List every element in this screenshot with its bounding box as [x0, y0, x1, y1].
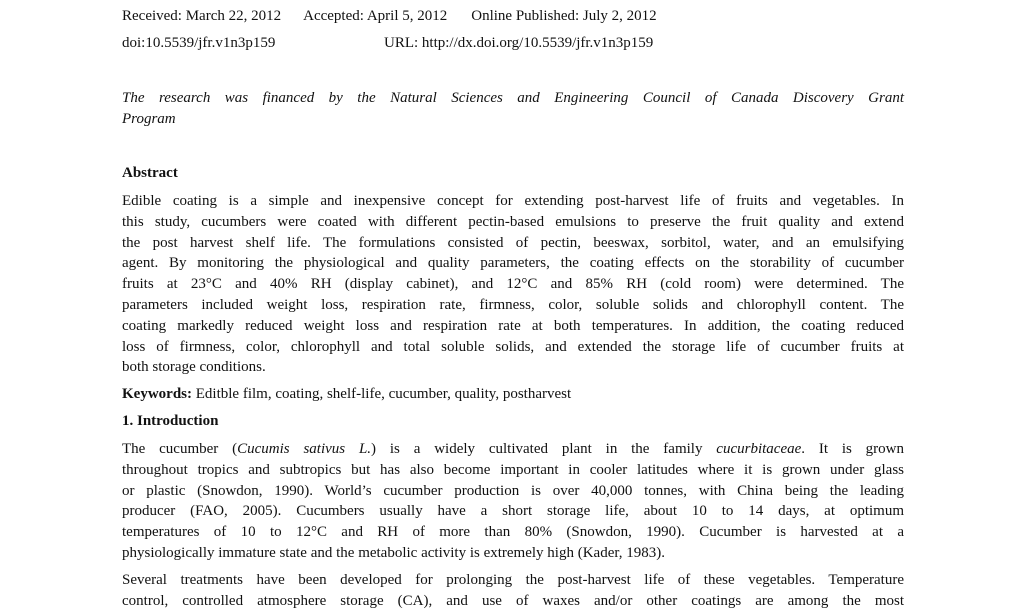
publication-dates	[122, 6, 657, 26]
abstract-line: agent. By monitoring the physiological and quality parameters, the coating effects on the storability of cucumber	[122, 255, 904, 272]
abstract-line: this study, cucumbers were coated with different pectin-based emulsions to preserve the fruit quality and extend	[122, 213, 904, 230]
doi-line	[122, 33, 653, 53]
family-name: cucurbitaceae	[716, 441, 802, 457]
introduction-heading: 1. Introduction	[122, 413, 219, 429]
introduction-line: or plastic (Snowdon, 1990). World’s cucumber production is over 40,000 tonnes, with China being the leading	[122, 482, 904, 499]
introduction-line	[122, 439, 904, 460]
text-run: The cucumber (	[122, 441, 238, 457]
text-run: . It is grown	[801, 441, 905, 457]
funding-note	[122, 88, 904, 130]
keywords-text: Editble film, coating, shelf-life, cucumber, quality, postharvest	[192, 386, 572, 402]
introduction-line: throughout tropics and subtropics but has also become important in cooler latitudes where it is grown under glass	[122, 461, 904, 478]
species-name: Cucumis sativus L.	[237, 441, 372, 457]
published-date: Online Published: July 2, 2012	[471, 8, 657, 24]
abstract-line: both storage conditions.	[122, 359, 266, 376]
introduction-line: Several treatments have been developed for prolonging the post-harvest life of these vegetables. Temperature	[122, 572, 904, 588]
funding-line: Program	[122, 110, 176, 127]
abstract-text	[122, 191, 904, 378]
accepted-date: Accepted: April 5, 2012	[303, 8, 448, 24]
abstract-line: parameters included weight loss, respiration rate, firmness, color, soluble solids and chlorophyll content. The	[122, 296, 904, 313]
abstract-line: loss of firmness, color, chlorophyll and total soluble solids, and extended the storage life of cucumber fruits at	[122, 338, 904, 355]
introduction-line: physiologically immature state and the metabolic activity is extremely high (Kader, 1983).	[122, 544, 665, 561]
abstract-heading: Abstract	[122, 165, 178, 181]
doi-url[interactable]: URL: http://dx.doi.org/10.5539/jfr.v1n3p159	[384, 35, 654, 51]
introduction-paragraph	[122, 439, 904, 564]
introduction-line: producer (FAO, 2005). Cucumbers usually have a short storage life, about 10 to 14 days, at optimum	[122, 503, 904, 520]
keywords	[122, 384, 571, 404]
abstract-line: the post harvest shelf life. The formulations consisted of pectin, beeswax, sorbitol, water, and an emulsifying	[122, 234, 904, 251]
introduction-paragraph-2	[122, 570, 904, 612]
doi: doi:10.5539/jfr.v1n3p159	[122, 35, 276, 51]
abstract-line: coating markedly reduced weight loss and respiration rate at both temperatures. In addition, the coating reduced	[122, 317, 904, 334]
introduction-line: temperatures of 10 to 12°C and RH of more than 80% (Snowdon, 1990). Cucumber is harvested at a	[122, 524, 904, 541]
abstract-line: Edible coating is a simple and inexpensive concept for extending post-harvest life of fruits and vegetables. In	[122, 193, 904, 209]
received-date: Received: March 22, 2012	[122, 8, 282, 24]
abstract-line: fruits at 23°C and 40% RH (display cabinet), and 12°C and 85% RH (cold room) were determined. The	[122, 276, 904, 293]
introduction-line: control, controlled atmosphere storage (CA), and use of waxes and/or other coatings are among the most	[122, 592, 904, 609]
funding-line: The research was financed by the Natural Sciences and Engineering Council of Canada Discovery Grant	[122, 90, 904, 106]
keywords-label: Keywords:	[122, 386, 192, 402]
text-run: ) is a widely cultivated plant in the family	[371, 441, 717, 457]
